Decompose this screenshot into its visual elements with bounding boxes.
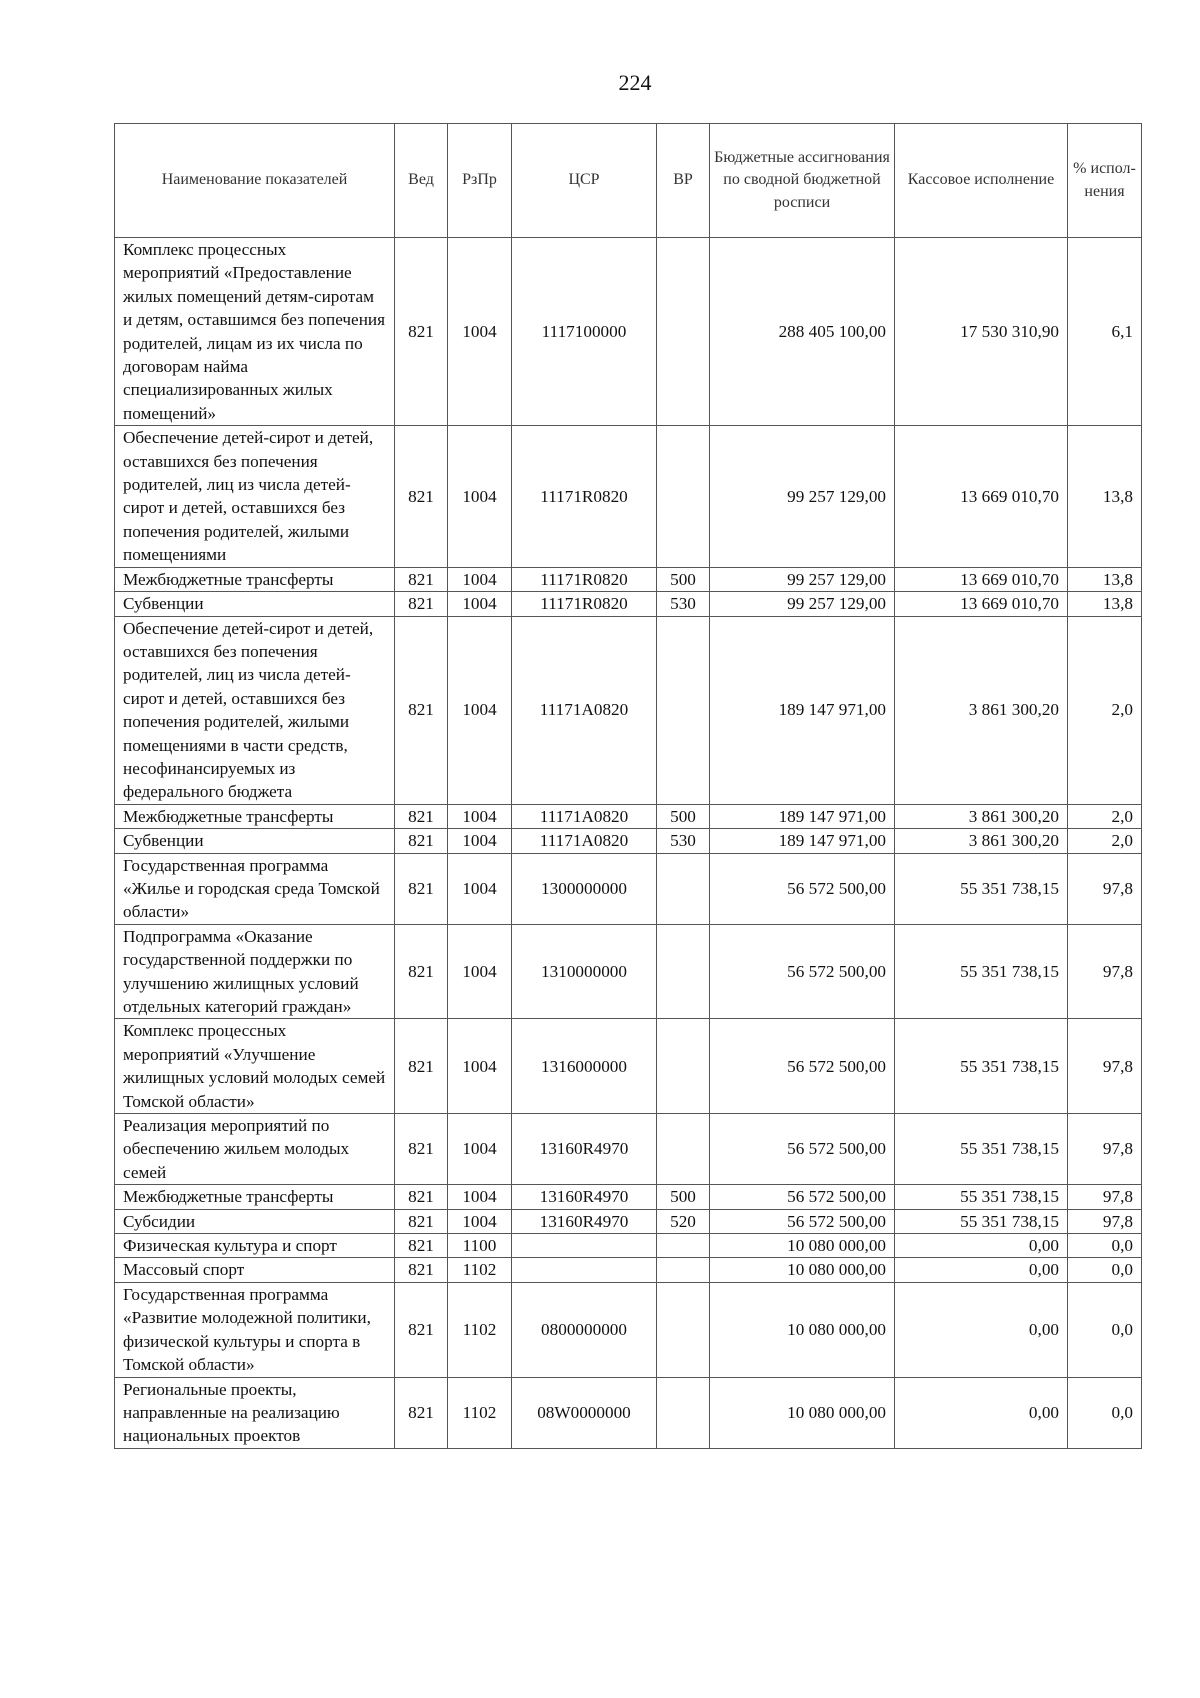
row-pct-cell: 97,8 [1068, 924, 1142, 1019]
row-pct-cell: 97,8 [1068, 1185, 1142, 1209]
row-fact-cell: 55 351 738,15 [895, 853, 1068, 924]
row-vr-cell [657, 853, 710, 924]
row-rzpr-cell: 1004 [448, 1209, 512, 1233]
row-fact-cell: 0,00 [895, 1377, 1068, 1448]
table-row [115, 1258, 1142, 1282]
row-pct-cell: 2,0 [1068, 829, 1142, 853]
row-rzpr-cell: 1004 [448, 238, 512, 426]
row-plan-cell: 56 572 500,00 [710, 924, 895, 1019]
row-plan-cell: 189 147 971,00 [710, 804, 895, 828]
row-vr-cell [657, 1282, 710, 1377]
row-pct-cell: 0,0 [1068, 1282, 1142, 1377]
row-pct-cell: 13,8 [1068, 567, 1142, 591]
row-ved-cell: 821 [395, 592, 448, 616]
column-header-csr: ЦСР [512, 124, 657, 238]
row-fact-cell: 17 530 310,90 [895, 238, 1068, 426]
row-vr-cell [657, 426, 710, 567]
row-ved-cell: 821 [395, 426, 448, 567]
row-csr-cell: 11171R0820 [512, 592, 657, 616]
row-plan-cell: 56 572 500,00 [710, 1209, 895, 1233]
row-fact-cell: 3 861 300,20 [895, 804, 1068, 828]
row-plan-cell: 56 572 500,00 [710, 1114, 895, 1185]
row-pct-cell: 2,0 [1068, 804, 1142, 828]
row-vr-cell [657, 924, 710, 1019]
row-vr-cell [657, 1114, 710, 1185]
row-rzpr-cell: 1102 [448, 1377, 512, 1448]
row-csr-cell: 1316000000 [512, 1019, 657, 1114]
row-name-cell: Субвенции [115, 829, 395, 853]
row-plan-cell: 99 257 129,00 [710, 567, 895, 591]
column-header-pct: % испол-нения [1068, 124, 1142, 238]
row-vr-cell: 520 [657, 1209, 710, 1233]
budget-table [114, 123, 1142, 1449]
row-csr-cell: 11171A0820 [512, 804, 657, 828]
column-header-rzpr: РзПр [448, 124, 512, 238]
row-csr-cell: 11171A0820 [512, 829, 657, 853]
row-name-cell: Физическая культура и спорт [115, 1234, 395, 1258]
row-rzpr-cell: 1004 [448, 829, 512, 853]
row-fact-cell: 13 669 010,70 [895, 592, 1068, 616]
table-row [115, 426, 1142, 567]
row-plan-cell: 288 405 100,00 [710, 238, 895, 426]
column-header-fact: Кассовое исполнение [895, 124, 1068, 238]
row-rzpr-cell: 1004 [448, 1185, 512, 1209]
row-vr-cell: 530 [657, 829, 710, 853]
table-row [115, 853, 1142, 924]
row-ved-cell: 821 [395, 853, 448, 924]
row-name-cell: Подпрограмма «Оказание государственной поддержки по улучшению жилищных условий отдельных категорий граждан» [115, 924, 395, 1019]
row-ved-cell: 821 [395, 1377, 448, 1448]
row-fact-cell: 55 351 738,15 [895, 1209, 1068, 1233]
column-header-name: Наименование показателей [115, 124, 395, 238]
row-name-cell: Комплекс процессных мероприятий «Предоставление жилых помещений детям-сиротам и детям, оставшимся без попечения родителей, лицам из их числа по договорам найма специализированных жилых помещений» [115, 238, 395, 426]
row-plan-cell: 10 080 000,00 [710, 1234, 895, 1258]
row-csr-cell: 11171A0820 [512, 616, 657, 804]
row-fact-cell: 0,00 [895, 1258, 1068, 1282]
row-vr-cell [657, 1377, 710, 1448]
row-csr-cell: 1117100000 [512, 238, 657, 426]
table-row [115, 804, 1142, 828]
row-pct-cell: 13,8 [1068, 592, 1142, 616]
row-pct-cell: 0,0 [1068, 1377, 1142, 1448]
row-pct-cell: 13,8 [1068, 426, 1142, 567]
row-rzpr-cell: 1004 [448, 567, 512, 591]
row-name-cell: Субвенции [115, 592, 395, 616]
table-row [115, 1185, 1142, 1209]
row-plan-cell: 56 572 500,00 [710, 853, 895, 924]
row-rzpr-cell: 1004 [448, 616, 512, 804]
row-fact-cell: 55 351 738,15 [895, 924, 1068, 1019]
table-row [115, 1377, 1142, 1448]
table-row [115, 1019, 1142, 1114]
row-vr-cell [657, 1234, 710, 1258]
page-number: 224 [618, 70, 652, 95]
table-row [115, 1209, 1142, 1233]
row-name-cell: Реализация мероприятий по обеспечению жильем молодых семей [115, 1114, 395, 1185]
row-vr-cell: 530 [657, 592, 710, 616]
row-csr-cell: 11171R0820 [512, 567, 657, 591]
row-plan-cell: 189 147 971,00 [710, 829, 895, 853]
row-plan-cell: 56 572 500,00 [710, 1019, 895, 1114]
row-rzpr-cell: 1004 [448, 426, 512, 567]
row-fact-cell: 55 351 738,15 [895, 1019, 1068, 1114]
row-pct-cell: 0,0 [1068, 1258, 1142, 1282]
table-header-row [115, 124, 1142, 238]
row-ved-cell: 821 [395, 804, 448, 828]
column-header-vr: ВР [657, 124, 710, 238]
row-csr-cell: 13160R4970 [512, 1209, 657, 1233]
row-name-cell: Комплекс процессных мероприятий «Улучшение жилищных условий молодых семей Томской области» [115, 1019, 395, 1114]
row-ved-cell: 821 [395, 1234, 448, 1258]
row-vr-cell [657, 1019, 710, 1114]
row-pct-cell: 97,8 [1068, 1209, 1142, 1233]
row-fact-cell: 3 861 300,20 [895, 829, 1068, 853]
row-ved-cell: 821 [395, 924, 448, 1019]
row-vr-cell [657, 238, 710, 426]
row-rzpr-cell: 1004 [448, 1019, 512, 1114]
row-fact-cell: 13 669 010,70 [895, 426, 1068, 567]
row-csr-cell: 11171R0820 [512, 426, 657, 567]
table-row [115, 567, 1142, 591]
row-pct-cell: 2,0 [1068, 616, 1142, 804]
row-csr-cell: 13160R4970 [512, 1114, 657, 1185]
row-rzpr-cell: 1100 [448, 1234, 512, 1258]
table-row [115, 1282, 1142, 1377]
row-fact-cell: 0,00 [895, 1234, 1068, 1258]
row-csr-cell [512, 1234, 657, 1258]
row-pct-cell: 97,8 [1068, 1019, 1142, 1114]
row-ved-cell: 821 [395, 1209, 448, 1233]
row-plan-cell: 56 572 500,00 [710, 1185, 895, 1209]
row-rzpr-cell: 1004 [448, 1114, 512, 1185]
row-csr-cell: 1300000000 [512, 853, 657, 924]
row-pct-cell: 6,1 [1068, 238, 1142, 426]
row-vr-cell: 500 [657, 804, 710, 828]
row-plan-cell: 10 080 000,00 [710, 1258, 895, 1282]
row-name-cell: Государственная программа «Развитие молодежной политики, физической культуры и спорта в Томской области» [115, 1282, 395, 1377]
row-fact-cell: 13 669 010,70 [895, 567, 1068, 591]
row-rzpr-cell: 1102 [448, 1282, 512, 1377]
row-ved-cell: 821 [395, 1282, 448, 1377]
row-plan-cell: 99 257 129,00 [710, 592, 895, 616]
row-fact-cell: 3 861 300,20 [895, 616, 1068, 804]
row-pct-cell: 0,0 [1068, 1234, 1142, 1258]
row-name-cell: Межбюджетные трансферты [115, 1185, 395, 1209]
row-fact-cell: 55 351 738,15 [895, 1185, 1068, 1209]
table-row [115, 829, 1142, 853]
row-vr-cell: 500 [657, 567, 710, 591]
row-vr-cell [657, 1258, 710, 1282]
table-row [115, 592, 1142, 616]
row-name-cell: Межбюджетные трансферты [115, 567, 395, 591]
table-row [115, 238, 1142, 426]
row-name-cell: Массовый спорт [115, 1258, 395, 1282]
row-csr-cell [512, 1258, 657, 1282]
row-plan-cell: 10 080 000,00 [710, 1282, 895, 1377]
row-name-cell: Субсидии [115, 1209, 395, 1233]
row-name-cell: Обеспечение детей-сирот и детей, оставшихся без попечения родителей, лиц из числа детей-сирот и детей, оставшихся без попечения родителей, жилыми помещениями в части средств, несофинансируемых из федерального бюджета [115, 616, 395, 804]
row-ved-cell: 821 [395, 1185, 448, 1209]
row-ved-cell: 821 [395, 1258, 448, 1282]
row-pct-cell: 97,8 [1068, 1114, 1142, 1185]
row-plan-cell: 189 147 971,00 [710, 616, 895, 804]
row-ved-cell: 821 [395, 616, 448, 804]
row-ved-cell: 821 [395, 829, 448, 853]
table-row [115, 1114, 1142, 1185]
row-plan-cell: 99 257 129,00 [710, 426, 895, 567]
table-row [115, 924, 1142, 1019]
column-header-ved: Вед [395, 124, 448, 238]
table-row [115, 616, 1142, 804]
table-row [115, 1234, 1142, 1258]
row-fact-cell: 55 351 738,15 [895, 1114, 1068, 1185]
row-vr-cell: 500 [657, 1185, 710, 1209]
row-csr-cell: 1310000000 [512, 924, 657, 1019]
row-vr-cell [657, 616, 710, 804]
row-rzpr-cell: 1004 [448, 853, 512, 924]
row-csr-cell: 13160R4970 [512, 1185, 657, 1209]
column-header-plan: Бюджетные ассигнования по сводной бюджетной росписи [710, 124, 895, 238]
row-rzpr-cell: 1004 [448, 804, 512, 828]
row-pct-cell: 97,8 [1068, 853, 1142, 924]
row-name-cell: Межбюджетные трансферты [115, 804, 395, 828]
row-rzpr-cell: 1102 [448, 1258, 512, 1282]
row-name-cell: Государственная программа «Жилье и городская среда Томской области» [115, 853, 395, 924]
row-ved-cell: 821 [395, 1019, 448, 1114]
row-name-cell: Обеспечение детей-сирот и детей, оставшихся без попечения родителей, лиц из числа детей-сирот и детей, оставшихся без попечения родителей, жилыми помещениями [115, 426, 395, 567]
row-rzpr-cell: 1004 [448, 592, 512, 616]
row-ved-cell: 821 [395, 567, 448, 591]
row-fact-cell: 0,00 [895, 1282, 1068, 1377]
row-ved-cell: 821 [395, 238, 448, 426]
row-csr-cell: 08W0000000 [512, 1377, 657, 1448]
row-csr-cell: 0800000000 [512, 1282, 657, 1377]
row-name-cell: Региональные проекты, направленные на реализацию национальных проектов [115, 1377, 395, 1448]
row-rzpr-cell: 1004 [448, 924, 512, 1019]
row-plan-cell: 10 080 000,00 [710, 1377, 895, 1448]
row-ved-cell: 821 [395, 1114, 448, 1185]
